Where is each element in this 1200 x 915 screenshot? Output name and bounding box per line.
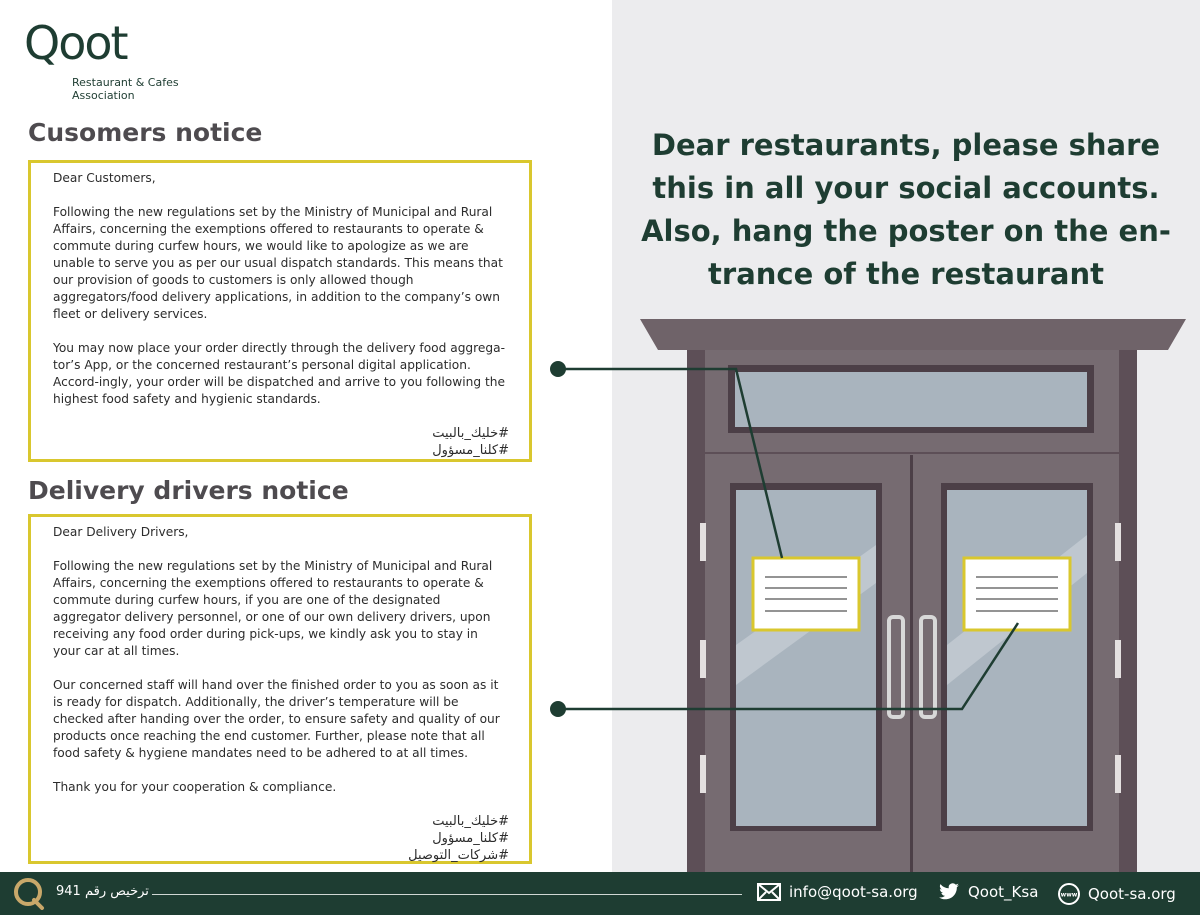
hashtag-all-responsible: #كلنا_مسؤول — [432, 443, 509, 458]
hashtag-delivery-companies: #شركات_التوصيل — [408, 848, 509, 863]
twitter-icon — [938, 883, 960, 901]
svg-text:www: www — [1060, 891, 1078, 899]
footer-website[interactable] — [1058, 883, 1176, 905]
door-split — [910, 455, 913, 872]
mail-icon — [757, 883, 781, 901]
drivers-notice-title: Delivery drivers notice — [28, 476, 349, 505]
email-address[interactable]: info@qoot-sa.org — [789, 883, 918, 901]
customers-hashtags — [53, 425, 509, 459]
hashtag-stay-home: #خليك_بالبيت — [432, 426, 509, 441]
restaurant-door-illustration — [540, 315, 1200, 872]
customers-paragraph-2: You may now place your order directly through the delivery food aggrega-tor’s App, or the concerned restaurant’s personal digital application. Accord-ingly, your order will be dispatched and arrive to you following the highest food safety and hygienic standards. — [53, 341, 506, 406]
transom-glass — [735, 372, 1087, 427]
customers-notice-box — [28, 160, 532, 462]
footer-divider — [152, 894, 742, 895]
license-number: ترخيص رقم 941 — [56, 884, 149, 899]
drivers-paragraph-2: Our concerned staff will hand over the finished order to you as soon as it is ready for dispatch. Additionally, the driver’s temperature will be checked after handing over the order, to ensure safety and quality of our products once reaching the end customer. Further, please note that all food safety & hygiene mandates need to be adhered to at all times. — [53, 678, 500, 760]
drivers-paragraph-1: Following the new regulations set by the Ministry of Municipal and Rural Affairs, concerning the exemptions offered to restaurants to operate & commute during curfew hours, if you are one of the designated aggregator delivery personnel, or one of our own delivery drivers, upon receiving any food order during pick-ups, we kindly ask you to stay in your car at all times. — [53, 559, 493, 658]
door-canopy — [640, 319, 1186, 350]
drivers-hashtags — [53, 813, 509, 864]
logo-mark: Qoot — [24, 16, 127, 70]
left-poster-sign — [753, 558, 859, 630]
restaurants-headline: Dear restaurants, please share this in all your social accounts. Also, hang the poster on the en-trance of the restaurant — [641, 128, 1171, 291]
right-poster-sign — [964, 558, 1070, 630]
footer-twitter[interactable] — [938, 883, 1038, 901]
footer-email[interactable] — [757, 883, 918, 901]
q-logo-icon — [12, 876, 46, 910]
logo-subtitle: Restaurant & Cafes Association — [72, 76, 179, 102]
website-url[interactable]: Qoot-sa.org — [1088, 885, 1176, 903]
drivers-notice-box — [28, 514, 532, 864]
hashtag-stay-home: #خليك_بالبيت — [432, 814, 509, 829]
hashtag-all-responsible: #كلنا_مسؤول — [432, 831, 509, 846]
www-icon — [1058, 883, 1080, 905]
customers-notice-title: Cusomers notice — [28, 118, 263, 147]
drivers-paragraph-3: Thank you for your cooperation & compliance. — [53, 780, 337, 794]
footer-bar — [0, 872, 1200, 915]
customers-greeting: Dear Customers, — [53, 171, 156, 185]
drivers-greeting: Dear Delivery Drivers, — [53, 525, 189, 539]
customers-paragraph-1: Following the new regulations set by the Ministry of Municipal and Rural Affairs, concerning the exemptions offered to restaurants to operate & commute during curfew hours, we would like to apologize as we are unable to serve you as per our usual dispatch standards. This means that our provision of goods to customers is only allowed though aggregators/food delivery applications, in addition to the company’s own fleet or delivery services. — [53, 205, 503, 321]
twitter-handle[interactable]: Qoot_Ksa — [968, 883, 1039, 901]
